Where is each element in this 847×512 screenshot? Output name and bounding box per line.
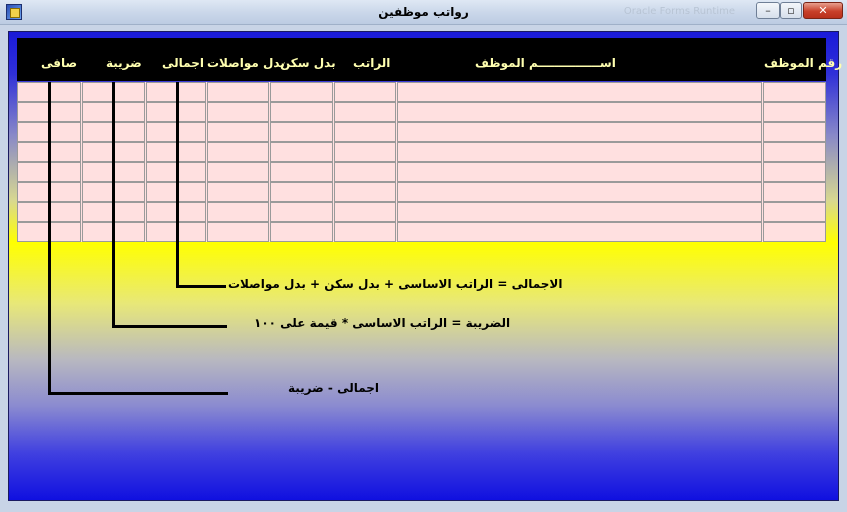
grid-body: [17, 82, 826, 242]
cell-name[interactable]: [397, 222, 762, 242]
cell-emp_no[interactable]: [763, 142, 826, 162]
tax-connector-arm: [112, 325, 227, 328]
net-connector-line: [48, 82, 51, 395]
cell-name[interactable]: [397, 182, 762, 202]
cell-transport[interactable]: [207, 122, 269, 142]
cell-housing[interactable]: [270, 122, 333, 142]
cell-housing[interactable]: [270, 162, 333, 182]
cell-salary[interactable]: [334, 102, 396, 122]
title-bar[interactable]: [0, 0, 847, 25]
cell-housing[interactable]: [270, 102, 333, 122]
cell-transport[interactable]: [207, 182, 269, 202]
cell-transport[interactable]: [207, 102, 269, 122]
header-net: صافى: [41, 56, 78, 70]
header-transport: بدل مواصلات: [207, 56, 285, 70]
close-button[interactable]: ✕: [803, 2, 843, 19]
cell-housing[interactable]: [270, 202, 333, 222]
minimize-button[interactable]: –: [756, 2, 780, 19]
cell-emp_no[interactable]: [763, 122, 826, 142]
cell-salary[interactable]: [334, 162, 396, 182]
total-connector-arm: [176, 285, 226, 288]
cell-salary[interactable]: [334, 182, 396, 202]
cell-name[interactable]: [397, 162, 762, 182]
cell-emp_no[interactable]: [763, 202, 826, 222]
cell-transport[interactable]: [207, 82, 269, 102]
cell-housing[interactable]: [270, 222, 333, 242]
window-title: رواتب موظفين: [378, 5, 469, 19]
cell-salary[interactable]: [334, 222, 396, 242]
cell-emp_no[interactable]: [763, 162, 826, 182]
cell-transport[interactable]: [207, 202, 269, 222]
cell-name[interactable]: [397, 202, 762, 222]
cell-emp_no[interactable]: [763, 82, 826, 102]
cell-transport[interactable]: [207, 222, 269, 242]
total-connector-line: [176, 82, 179, 288]
cell-salary[interactable]: [334, 202, 396, 222]
header-total: اجمالى: [162, 56, 204, 70]
cell-transport[interactable]: [207, 142, 269, 162]
cell-housing[interactable]: [270, 142, 333, 162]
cell-name[interactable]: [397, 82, 762, 102]
cell-emp_no[interactable]: [763, 222, 826, 242]
cell-housing[interactable]: [270, 182, 333, 202]
cell-transport[interactable]: [207, 162, 269, 182]
net-connector-arm: [48, 392, 228, 395]
ghost-title: Oracle Forms Runtime: [623, 6, 735, 17]
tax-formula-note: الضريبة = الراتب الاساسى * قيمة على ١٠٠: [254, 316, 511, 330]
header-tax: ضريبة: [106, 56, 142, 70]
tax-connector-line: [112, 82, 115, 328]
cell-emp_no[interactable]: [763, 102, 826, 122]
grid-header: [17, 38, 843, 81]
net-formula-note: اجمالى - ضريبة: [288, 381, 380, 395]
cell-salary[interactable]: [334, 82, 396, 102]
cell-name[interactable]: [397, 122, 762, 142]
cell-housing[interactable]: [270, 82, 333, 102]
total-formula-note: الاجمالى = الراتب الاساسى + بدل سكن + بدل مواصلات: [228, 277, 563, 291]
maximize-button[interactable]: ▫: [780, 2, 802, 19]
header-name: اســـــــــــــــم الموظف: [475, 56, 616, 70]
cell-name[interactable]: [397, 142, 762, 162]
cell-name[interactable]: [397, 102, 762, 122]
cell-salary[interactable]: [334, 122, 396, 142]
header-housing: بدل سكن: [280, 56, 336, 70]
cell-salary[interactable]: [334, 142, 396, 162]
header-emp-no: رقم الموظف: [764, 56, 843, 70]
cell-emp_no[interactable]: [763, 182, 826, 202]
header-salary: الراتب: [353, 56, 391, 70]
